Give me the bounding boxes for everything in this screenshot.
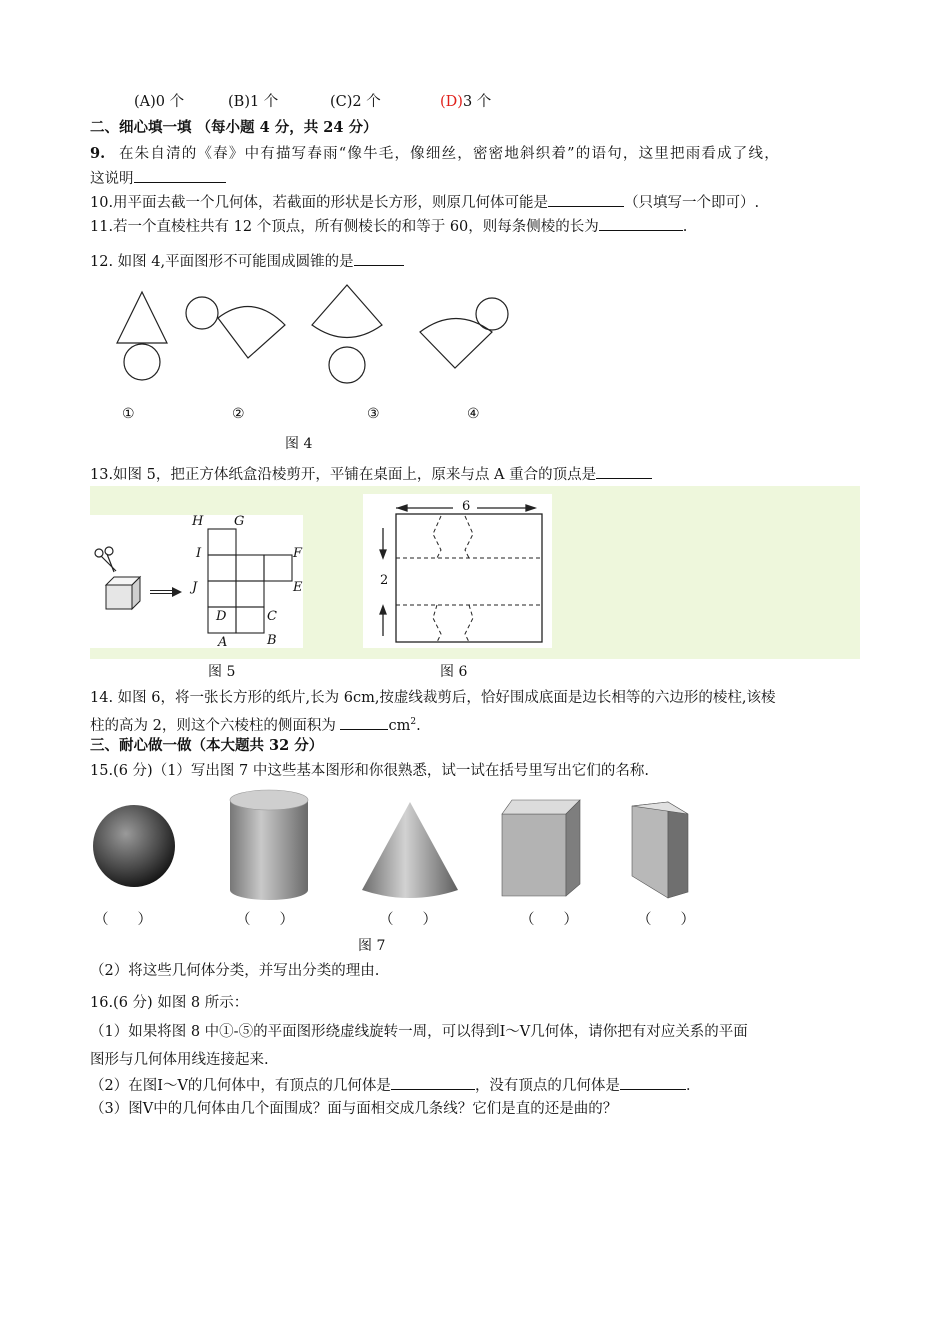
q11-text: 11.若一个直棱柱共有 12 个顶点，所有侧棱长的和等于 60，则每条侧棱的长为 [90,219,599,235]
fig6-label-top: 6 [462,499,471,514]
q16-vertex-blank[interactable] [391,1075,475,1090]
fig4-shape2-sector [218,307,285,358]
net-letter-h: H [192,514,204,529]
q9-line1 [90,144,780,164]
q16-no-vertex-blank[interactable] [620,1075,686,1090]
q12 [90,251,404,272]
figure-7-solids [88,788,708,908]
figure-6-paper [363,494,552,648]
q10-text: 10.用平面去截一个几何体，若截面的形状是长方形，则原几何体可能是 [90,195,549,211]
option-c: (C)2 个 [330,94,381,110]
q10-text-end: （只填写一个即可）. [624,195,760,211]
fig6-caption: 图 6 [440,664,468,680]
q13-text: 13.如图 5，把正方体纸盒沿棱剪开，平铺在桌面上，原来与点 A 重合的顶点是 [90,467,597,483]
net-letter-f: F [293,546,303,561]
fig4-shape1-triangle [117,292,167,343]
fig5-caption: 图 5 [208,664,236,680]
q14-unit: cm [388,717,411,734]
section2-title: 二、细心填一填 （每小题 4 分，共 24 分） [90,119,378,136]
q14-line2 [90,712,421,736]
cylinder-shape [230,790,308,900]
cuboid-shape [502,800,580,896]
q12-answer-blank[interactable] [354,251,404,266]
option-d [440,92,491,112]
net-letter-i: I [196,546,202,561]
paren-cuboid[interactable]: （ ） [520,912,578,928]
q9-number: 9. [90,145,106,162]
q16-head: 16.(6 分) 如图 8 所示： [90,995,249,1011]
net-letter-b: B [267,633,277,648]
section3-title: 三、耐心做一做（本大题共 32 分） [90,737,324,754]
net-letter-a: A [218,635,228,650]
fig4-shape2-circle [186,297,218,329]
q14-unit-sup: 2 [410,717,417,727]
net-letter-d: D [216,609,227,624]
q16-p2-text-a: （2）在图Ⅰ～Ⅴ的几何体中，有顶点的几何体是 [90,1078,391,1094]
q14-end: . [416,717,421,734]
q11 [90,216,687,237]
figure-4-shapes [100,280,520,390]
paren-sphere[interactable]: （ ） [94,912,152,928]
fig6-label-side: 2 [380,573,389,588]
net-letter-j: J [192,580,198,595]
paren-cylinder[interactable]: （ ） [236,912,294,928]
fig4-shape3-circle [329,347,365,383]
fig4-caption: 图 4 [285,436,313,452]
cone-shape [362,802,458,898]
q13 [90,464,652,485]
q14-answer-blank[interactable] [340,715,388,730]
q11-answer-blank[interactable] [599,216,683,231]
fig7-caption: 图 7 [358,938,386,954]
fig4-label-1: ① [122,406,135,422]
q16-p3: （3）图Ⅴ中的几何体由几个面围成？面与面相交成几条线？它们是直的还是曲的？ [90,1101,618,1117]
q9-line2 [90,168,226,189]
fig4-shape4-circle [476,298,508,330]
option-b: (B)1 个 [228,94,279,110]
fig4-label-4: ④ [467,406,480,422]
q14-line1: 14. 如图 6，将一张长方形的纸片,长为 6cm,按虚线裁剪后，恰好围成底面是边长相等的六边形的棱柱,该棱 [90,690,776,706]
q10-answer-blank[interactable] [548,192,624,207]
option-d-letter: (D) [440,94,463,110]
q16-p2 [90,1075,700,1096]
q10 [90,192,759,213]
triangular-prism-shape [632,802,688,898]
q16-p1-line2: 图形与几何体用线连接起来. [90,1052,269,1068]
paren-prism[interactable]: （ ） [637,912,695,928]
option-d-text: 3 个 [462,94,492,110]
net-letter-g: G [234,514,245,529]
arrow-right-icon [150,587,182,597]
net-letter-c: C [267,609,277,624]
fig4-label-3: ③ [367,406,380,422]
q13-answer-blank[interactable] [596,464,652,479]
q9-line2-text: 这说明 [90,171,134,187]
cube-icon [106,577,140,609]
q12-text: 12. 如图 4,平面图形不可能围成圆锥的是 [90,254,354,270]
q15-part2: （2）将这些几何体分类，并写出分类的理由. [90,963,380,979]
q15-line1: 15.(6 分)（1）写出图 7 中这些基本图形和你很熟悉，试一试在括号里写出它们的名称. [90,763,649,779]
option-a: (A)0 个 [134,94,185,110]
q14-text: 柱的高为 2，则这个六棱柱的侧面积为 [90,717,341,734]
q9-text: 在朱自清的《春》中有描写春雨“像牛毛，像细丝，密密地斜织着”的语句，这里把雨看成了线， [118,146,780,162]
scissors-icon [95,547,116,572]
q9-answer-blank[interactable] [134,168,226,183]
net-letter-e: E [293,580,303,595]
q11-text-end: . [682,219,688,235]
q16-p2-text-c: ． [685,1078,701,1094]
q16-p2-text-b: ，没有顶点的几何体是 [474,1078,620,1094]
fig4-shape1-circle [124,344,160,380]
paren-cone[interactable]: （ ） [379,912,437,928]
q16-p1-line1: （1）如果将图 8 中①-⑤的平面图形绕虚线旋转一周，可以得到Ⅰ～Ⅴ几何体，请你把有对应关系的平面 [90,1024,748,1040]
sphere-shape [93,805,175,887]
fig4-label-2: ② [232,406,245,422]
fig4-shape3-sector [312,285,382,338]
